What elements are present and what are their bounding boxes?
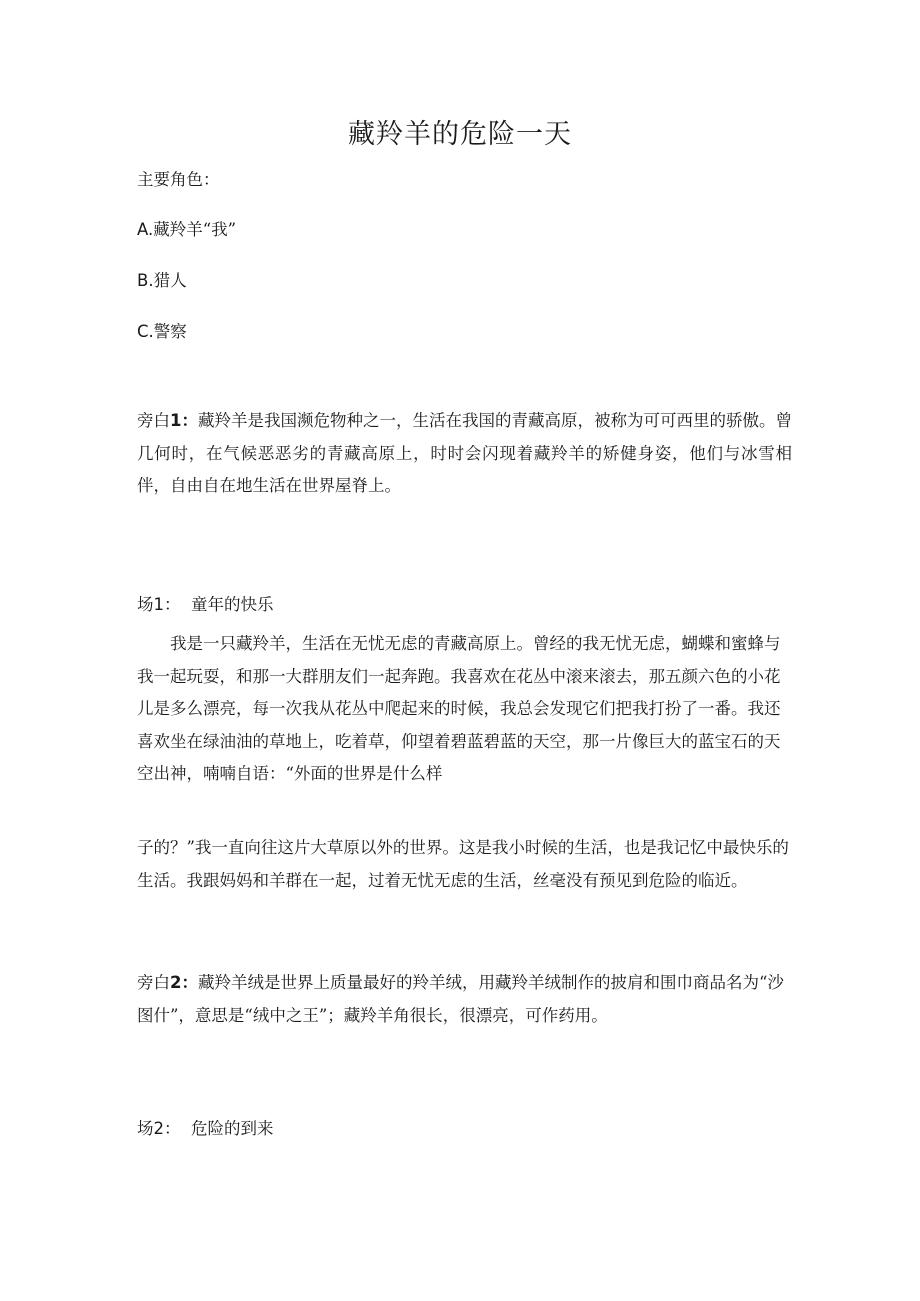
role-b-prefix: B. <box>137 271 154 290</box>
role-b <box>137 267 187 291</box>
scene-1-paragraph-1: 我是一只藏羚羊，生活在无忧无虑的青藏高原上。曾经的我无忧无虑，蝴蝶和蜜蜂与我一起玩耍，和那一大群朋友们一起奔跑。我喜欢在花丛中滚来滚去，那五颜六色的小花儿是多么漂亮，每一次我从花丛中爬起来的时候，我总会发现它们把我打扮了一番。我还喜欢坐在绿油油的草地上，吃着草，仰望着碧蓝碧蓝的天空，那一片像巨大的蓝宝石的天空出神，喃喃自语：“外面的世界是什么样 <box>137 634 781 783</box>
narration-2-label: 旁白 <box>137 973 170 992</box>
narration-1-number: 1： <box>170 411 198 430</box>
scene-1-paragraph-2: 子的？”我一直向往这片大草原以外的世界。这是我小时候的生活，也是我记忆中最快乐的生活。我跟妈妈和羊群在一起，过着无忧无虑的生活，丝毫没有预见到危险的临近。 <box>137 838 789 890</box>
document-title: 藏羚羊的危险一天 <box>348 119 572 150</box>
narration-2-number: 2： <box>170 973 198 992</box>
role-a <box>137 216 236 240</box>
role-b-text: 猎人 <box>153 271 187 290</box>
narration-2-paragraph <box>137 967 792 1032</box>
role-a-text: 藏羚羊“我” <box>153 220 237 239</box>
role-c-text: 警察 <box>153 322 187 341</box>
scene-2-label: 场 <box>137 1119 154 1138</box>
scene-2-number: 2： <box>153 1119 181 1138</box>
narration-2-text: 藏羚羊绒是世界上质量最好的羚羊绒，用藏羚羊绒制作的披肩和围巾商品名为“沙图什”，意思是“绒中之王”；藏羚羊角很长，很漂亮，可作药用。 <box>137 973 784 1025</box>
narration-1-label: 旁白 <box>137 411 171 430</box>
narration-1-text: 藏羚羊是我国濒危物种之一，生活在我国的青藏高原，被称为可可西里的骄傲。曾几何时，在气候恶恶劣的青藏高原上，时时会闪现着藏羚羊的矫健身姿，他们与冰雪相伴，自由自在地生活在世界屋脊上。 <box>137 411 793 495</box>
role-c-prefix: C. <box>137 322 154 341</box>
scene-2-name: 危险的到来 <box>191 1119 274 1138</box>
scene-1-heading <box>137 591 274 615</box>
role-a-prefix: A. <box>137 220 154 239</box>
scene-2-heading <box>137 1115 274 1139</box>
roles-heading: 主要角色： <box>137 170 220 189</box>
scene-1-name: 童年的快乐 <box>191 595 274 614</box>
scene-1-number: 1： <box>153 595 181 614</box>
scene-1-label: 场 <box>137 595 154 614</box>
role-c <box>137 318 187 342</box>
narration-1-paragraph <box>137 405 792 503</box>
